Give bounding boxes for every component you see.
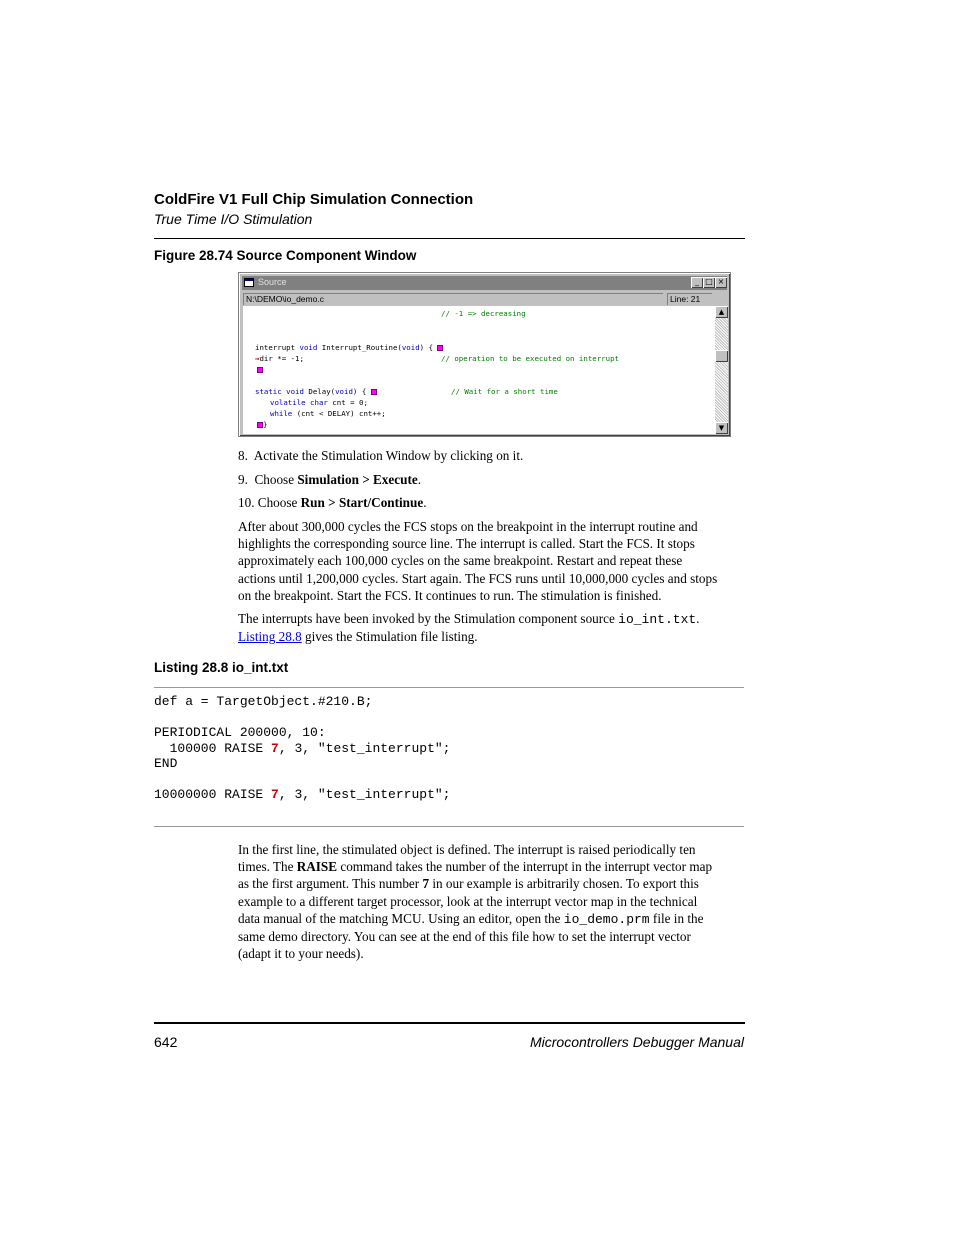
listing-link[interactable]: Listing 28.8 [238,629,302,645]
code-line: static void Delay(void) { [255,387,377,397]
source-infobar [243,293,728,305]
listing-line: def a = TargetObject.#210.B; [154,694,373,709]
listing-line: 100000 RAISE 7, 3, "test_interrupt"; [154,741,451,756]
body-paragraph: The interrupts have been invoked by the Stimulation component source io_int.txt. Listing 28.8 gives the Stimulation file listing. [238,611,700,645]
figure-caption: Figure 28.74 Source Component Window [154,248,417,263]
breakpoint-marker-icon[interactable] [371,389,377,395]
source-window-title: Source [258,277,287,287]
code-line: // -1 => decreasing [441,309,526,318]
code-line [257,365,263,375]
listing-line: PERIODICAL 200000, 10: [154,725,326,740]
current-line-arrow-icon: → [255,354,260,363]
window-icon [244,278,254,287]
vertical-scrollbar[interactable] [715,306,728,434]
source-line-indicator: Line: 21 [667,293,712,305]
step-item: 8. Activate the Stimulation Window by clicking on it. [238,448,524,463]
listing-caption: Listing 28.8 io_int.txt [154,660,289,675]
page-number: 642 [154,1034,178,1050]
code-line: volatile char cnt = 0; [270,398,368,407]
body-paragraph: In the first line, the stimulated object is defined. The interrupt is raised periodically ten times. The RAISE command takes the number of the interrupt in the interrupt vector map as the first argument. This number 7 in our example is arbitrarily chosen. To export this example to a different target processor, look at the interrupt vector map in the technical data manual of the matching MCU. Using an editor, open the io_demo.prm file in the same demo directory. You can see at the end of this file how to set the interrupt vector (adapt it to your needs). [238,842,713,962]
listing-bottom-rule [154,826,744,827]
body-paragraph: After about 300,000 cycles the FCS stops on the breakpoint in the interrupt routine and highlights the corresponding source line. The interrupt is called. Start the FCS. It stops approximately each 100,000 cycles on the same breakpoint. Restart and repeat these actions until 1,200,000 cycles. Start again. The FCS runs until 10,000,000 cycles and stops on the breakpoint. Start the FCS. It continues to run. The stimulation is finished. [238,519,718,603]
source-file-path: N:\DEMO\io_demo.c [243,293,663,305]
scroll-thumb[interactable] [715,350,728,362]
scroll-up-icon[interactable]: ▲ [715,306,728,318]
header-rule [154,238,745,239]
listing-line: END [154,756,178,771]
listing-line: 10000000 RAISE 7, 3, "test_interrupt"; [154,787,451,802]
manual-title: Microcontrollers Debugger Manual [530,1034,744,1050]
source-window [238,272,731,437]
code-line: while (cnt < DELAY) cnt++; [270,409,386,418]
running-header-subtitle: True Time I/O Stimulation [154,211,313,227]
step-item: 9. Choose Simulation > Execute. [238,472,421,487]
running-header-title: ColdFire V1 Full Chip Simulation Connection [154,191,474,208]
breakpoint-marker-icon[interactable] [257,367,263,373]
source-window-titlebar[interactable] [242,276,727,290]
step-item: 10. Choose Run > Start/Continue. [238,495,427,510]
code-comment: // operation to be executed on interrupt [441,354,619,363]
close-button[interactable]: × [715,277,727,288]
source-code-area[interactable] [243,306,715,434]
code-comment: // Wait for a short time [451,387,558,396]
minimize-button[interactable]: _ [691,277,703,288]
listing-top-rule [154,687,744,688]
code-line: →dir *= -1; [255,354,304,363]
scroll-down-icon[interactable]: ▼ [715,422,728,434]
maximize-button[interactable]: □ [703,277,715,288]
breakpoint-marker-icon[interactable] [437,345,443,351]
footer-rule [154,1022,745,1024]
code-line: interrupt void Interrupt_Routine(void) { [255,343,443,353]
code-line: } [257,420,267,430]
